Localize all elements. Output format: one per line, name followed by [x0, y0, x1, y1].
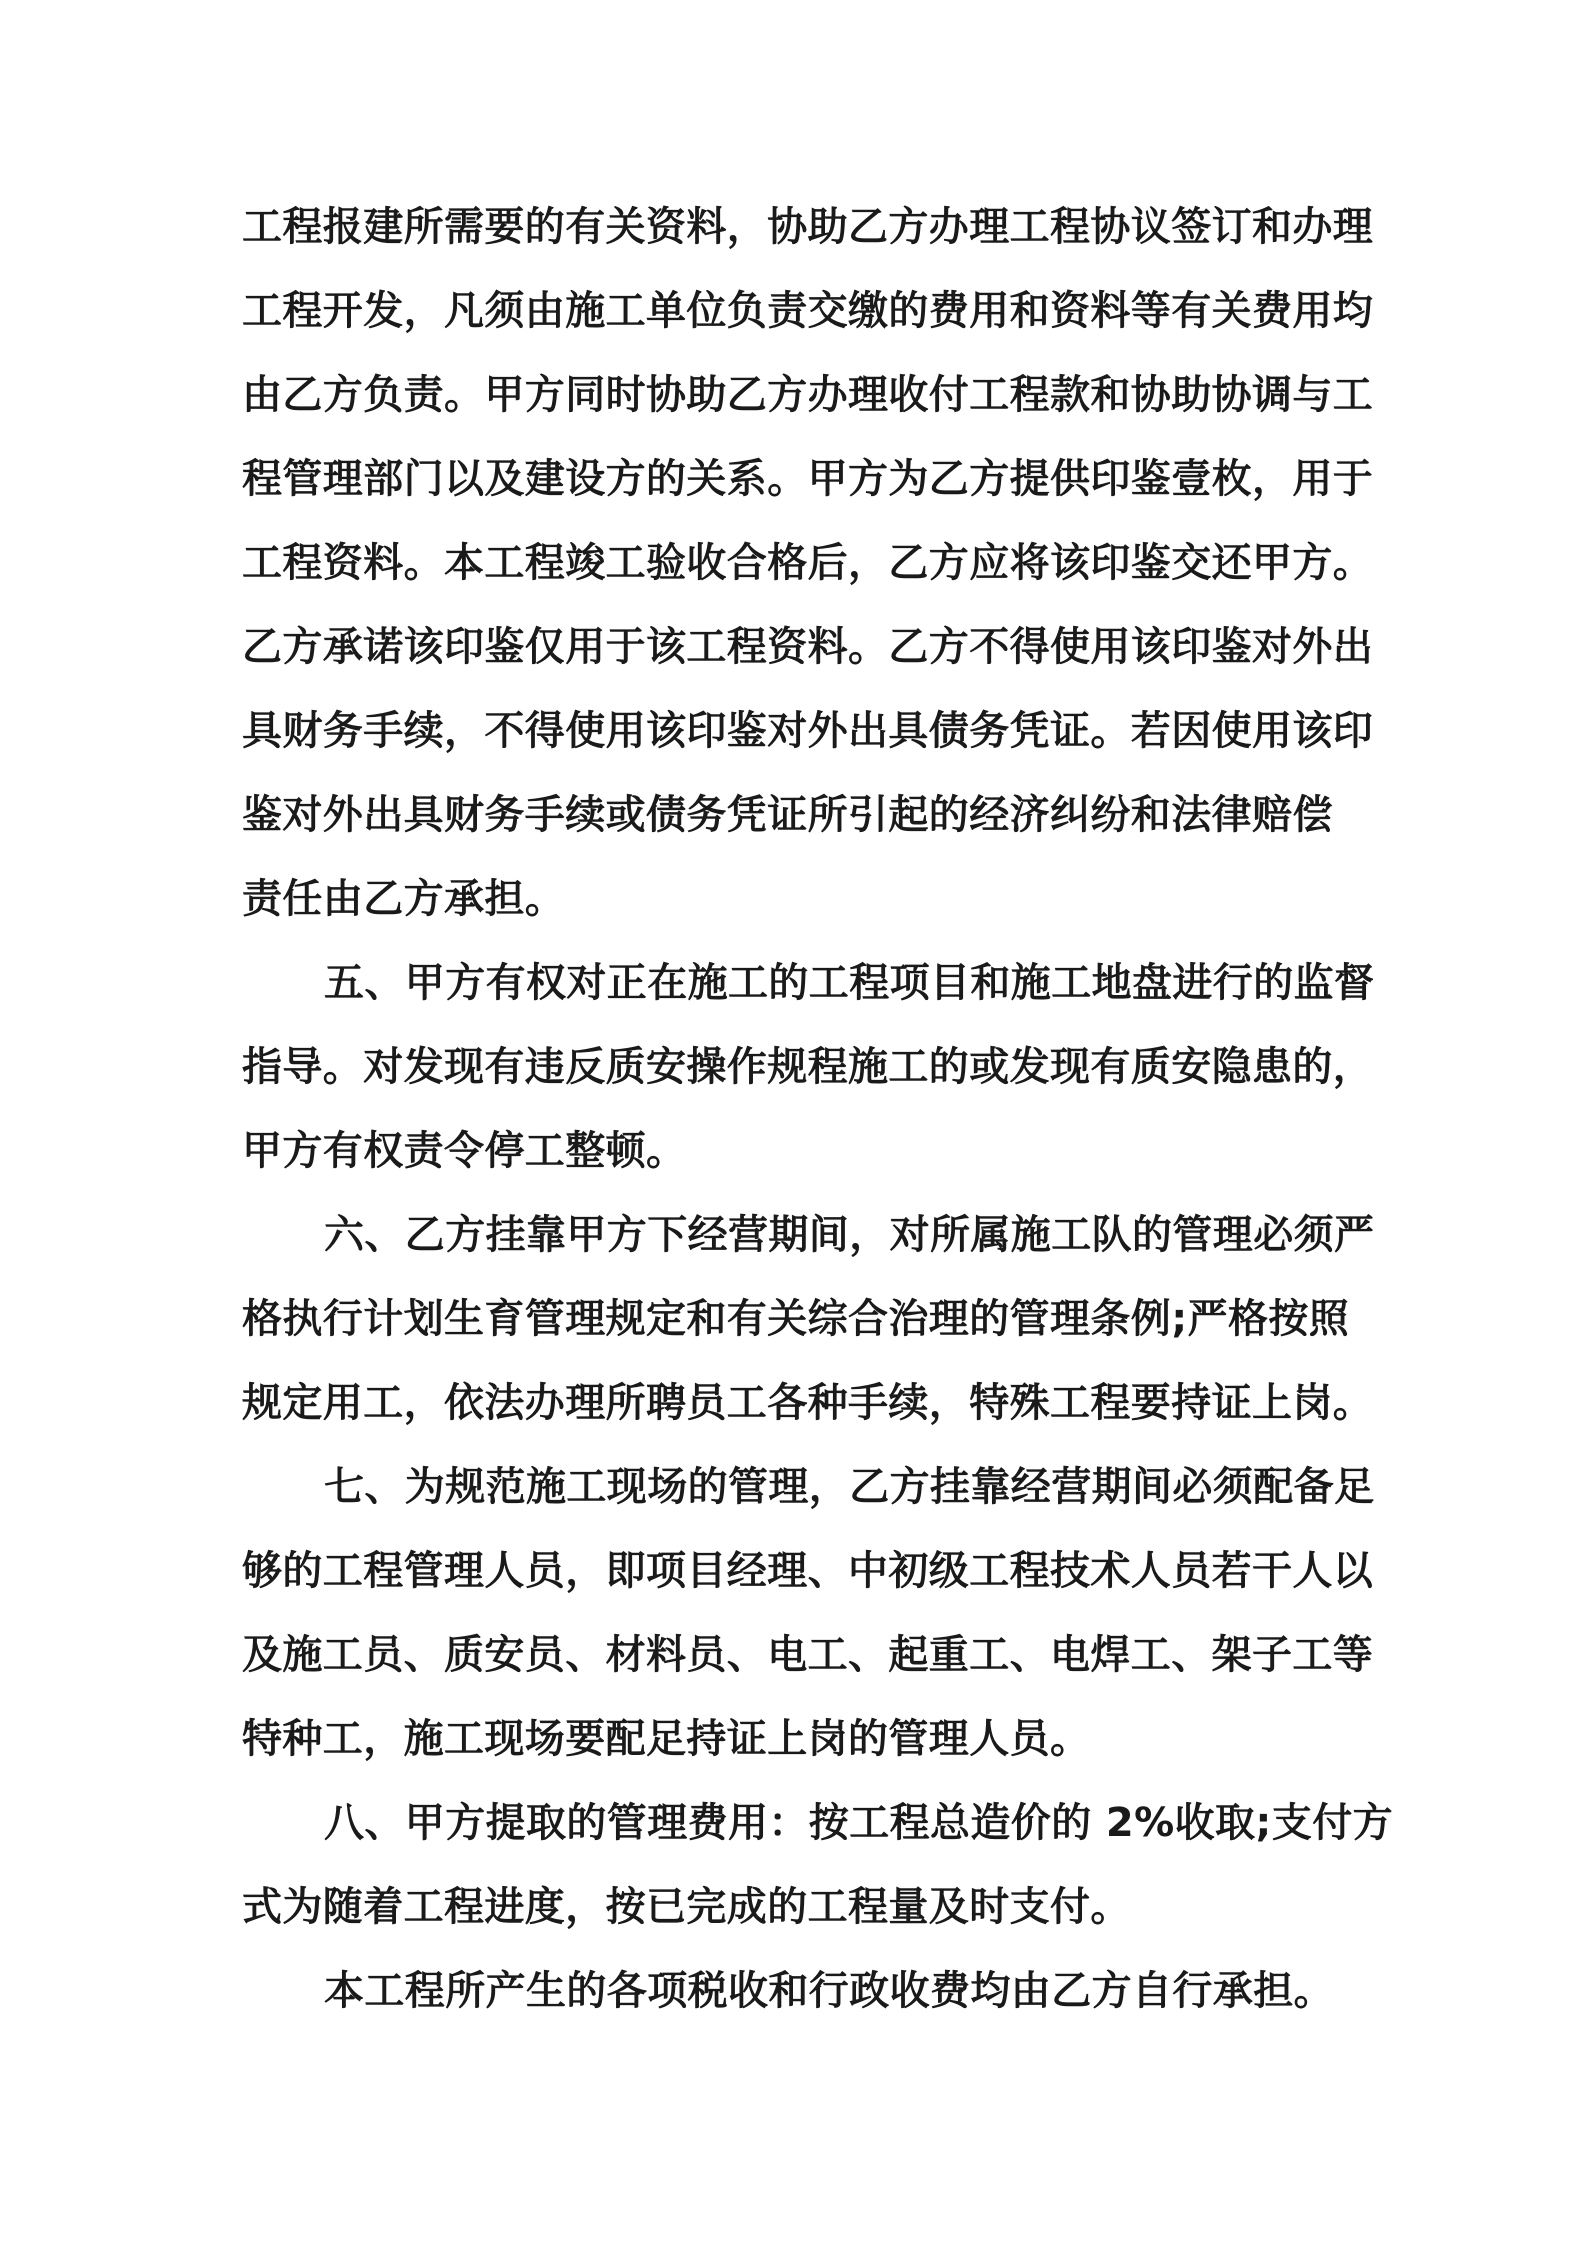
text-line: 七、为规范施工现场的管理，乙方挂靠经营期间必须配备足: [324, 1464, 1375, 1510]
paragraph-clause-eight: [242, 1781, 1394, 1949]
text-line: 由乙方负责。甲方同时协助乙方办理收付工程款和协助协调与工: [242, 372, 1374, 418]
text-line: 式为随着工程进度，按已完成的工程量及时支付。: [242, 1884, 1131, 1930]
text-line: 程管理部门以及建设方的关系。甲方为乙方提供印鉴壹枚，用于: [242, 456, 1374, 502]
text-line: 及施工员、质安员、材料员、电工、起重工、电焊工、架子工等: [242, 1632, 1374, 1678]
text-line: 五、甲方有权对正在施工的工程项目和施工地盘进行的监督: [324, 960, 1375, 1006]
text-line: 鉴对外出具财务手续或债务凭证所引起的经济纠纷和法律赔偿: [242, 792, 1333, 838]
text-line: 格执行计划生育管理规定和有关综合治理的管理条例;严格按照: [242, 1296, 1350, 1342]
text-line: 工程开发，凡须由施工单位负责交缴的费用和资料等有关费用均: [242, 288, 1374, 334]
text-line: 指导。对发现有违反质安操作规程施工的或发现有质安隐患的，: [242, 1044, 1374, 1090]
paragraph-clause-seven: [242, 1445, 1375, 1781]
document-body: [242, 185, 1394, 2033]
text-line: 够的工程管理人员，即项目经理、中初级工程技术人员若干人以: [242, 1548, 1374, 1594]
paragraph-intro-continued: [242, 185, 1374, 941]
text-line: 甲方有权责令停工整顿。: [242, 1128, 687, 1174]
text-line: 责任由乙方承担。: [242, 876, 566, 922]
paragraph-clause-five: [242, 941, 1375, 1193]
paragraph-clause-six: [242, 1193, 1375, 1445]
text-line: 本工程所产生的各项税收和行政收费均由乙方自行承担。: [324, 1968, 1334, 2014]
text-line: 工程报建所需要的有关资料，协助乙方办理工程协议签订和办理: [242, 204, 1374, 250]
text-line: 具财务手续，不得使用该印鉴对外出具债务凭证。若因使用该印: [242, 708, 1374, 754]
paragraph-tax: [242, 1949, 1354, 2033]
text-line: 特种工，施工现场要配足持证上岗的管理人员。: [242, 1716, 1091, 1762]
text-line: 乙方承诺该印鉴仅用于该工程资料。乙方不得使用该印鉴对外出: [242, 624, 1374, 670]
text-line: 六、乙方挂靠甲方下经营期间，对所属施工队的管理必须严: [324, 1212, 1375, 1258]
text-line: 八、甲方提取的管理费用：按工程总造价的 2%收取;支付方: [324, 1800, 1394, 1846]
text-line: 工程资料。本工程竣工验收合格后，乙方应将该印鉴交还甲方。: [242, 540, 1374, 586]
text-line: 规定用工，依法办理所聘员工各种手续，特殊工程要持证上岗。: [242, 1380, 1374, 1426]
